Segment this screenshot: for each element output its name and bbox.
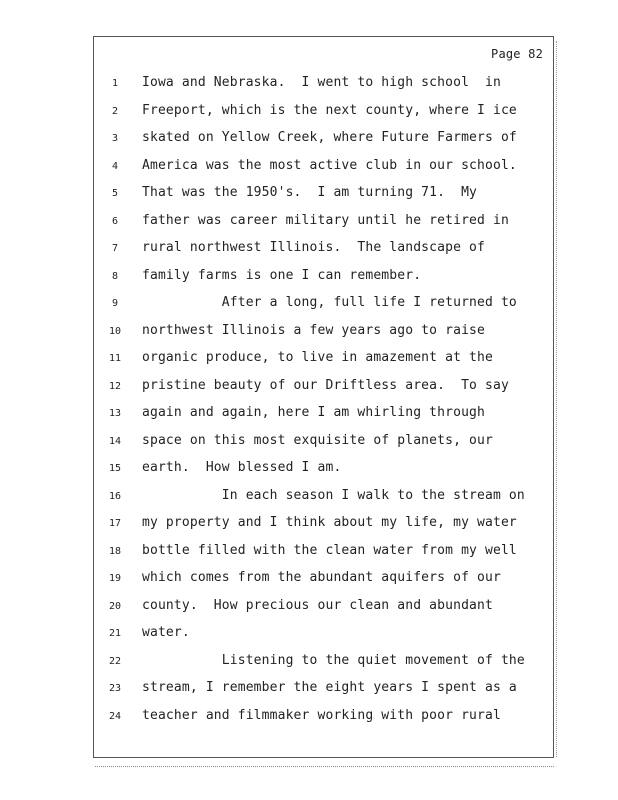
line-text: stream, I remember the eight years I spent as a [142,680,517,695]
transcript-line [94,401,555,429]
transcript-line [94,291,555,319]
line-number: 14 [108,435,122,447]
line-number: 1 [111,78,119,89]
transcript-line [94,621,555,649]
line-number: 22 [108,655,122,667]
line-number: 11 [108,353,122,364]
line-text: my property and I think about my life, my water [142,515,517,530]
line-text: earth. How blessed I am. [142,460,342,475]
line-number: 2 [111,105,119,117]
line-text: After a long, full life I returned to [142,295,517,310]
line-number: 24 [108,710,122,722]
transcript-line [94,236,555,264]
line-text: space on this most exquisite of planets, our [142,432,493,448]
transcript-page [93,36,554,758]
line-text: family farms is one I can remember. [142,267,422,283]
line-text: northwest Illinois a few years ago to raise [142,322,485,338]
line-text: rural northwest Illinois. The landscape of [142,240,485,255]
transcript-line [94,429,555,457]
line-number: 6 [111,215,119,227]
line-text: father was career military until he retired in [142,212,509,228]
line-text: In each season I walk to the stream on [142,487,525,503]
line-number: 3 [111,133,119,144]
transcript-line [94,374,555,402]
transcript-line [94,511,555,539]
transcript-line [94,99,555,127]
line-text: Iowa and Nebraska. I went to high school in [142,75,501,90]
transcript-line [94,181,555,209]
line-text: skated on Yellow Creek, where Future Farmers of [142,130,517,145]
page-number: Page 82 [491,47,543,61]
line-text: teacher and filmmaker working with poor rural [142,707,501,723]
line-text: county. How precious our clean and abundant [142,597,493,613]
line-number: 10 [108,325,122,337]
transcript-line [94,456,555,484]
line-text: America was the most active club in our school. [142,157,517,173]
transcript-line [94,566,555,594]
line-number: 21 [108,628,122,639]
transcript-line [94,264,555,292]
line-number: 19 [108,573,122,584]
line-text: pristine beauty of our Driftless area. To say [142,377,509,393]
transcript-line [94,154,555,182]
line-text: organic produce, to live in amazement at the [142,350,493,365]
transcript-line [94,71,555,99]
line-number: 13 [108,408,122,419]
line-text: Freeport, which is the next county, where I ice [142,102,517,118]
line-number: 16 [108,490,122,502]
line-text: bottle filled with the clean water from my well [142,542,517,558]
transcript-line [94,484,555,512]
line-number: 20 [108,600,122,612]
line-number: 4 [111,160,119,172]
line-number: 23 [108,683,122,694]
transcript-line [94,209,555,237]
line-text: That was the 1950's. I am turning 71. My [142,185,478,200]
line-number: 15 [108,463,122,474]
transcript-line [94,126,555,154]
line-text: water. [142,625,190,640]
line-number: 5 [111,188,119,199]
bottom-rule [95,766,554,768]
line-text: which comes from the abundant aquifers of our [142,570,501,585]
transcript-line [94,539,555,567]
line-number: 8 [111,270,119,282]
line-number: 12 [108,380,122,392]
transcript-line [94,319,555,347]
line-number: 18 [108,545,122,557]
transcript-line [94,649,555,677]
transcript-line [94,346,555,374]
line-number: 9 [111,298,119,309]
line-text: again and again, here I am whirling through [142,405,485,420]
transcript-line [94,594,555,622]
line-text: Listening to the quiet movement of the [142,652,525,668]
line-number: 7 [111,243,119,254]
transcript-line [94,704,555,732]
transcript-line [94,676,555,704]
line-number: 17 [108,518,122,529]
